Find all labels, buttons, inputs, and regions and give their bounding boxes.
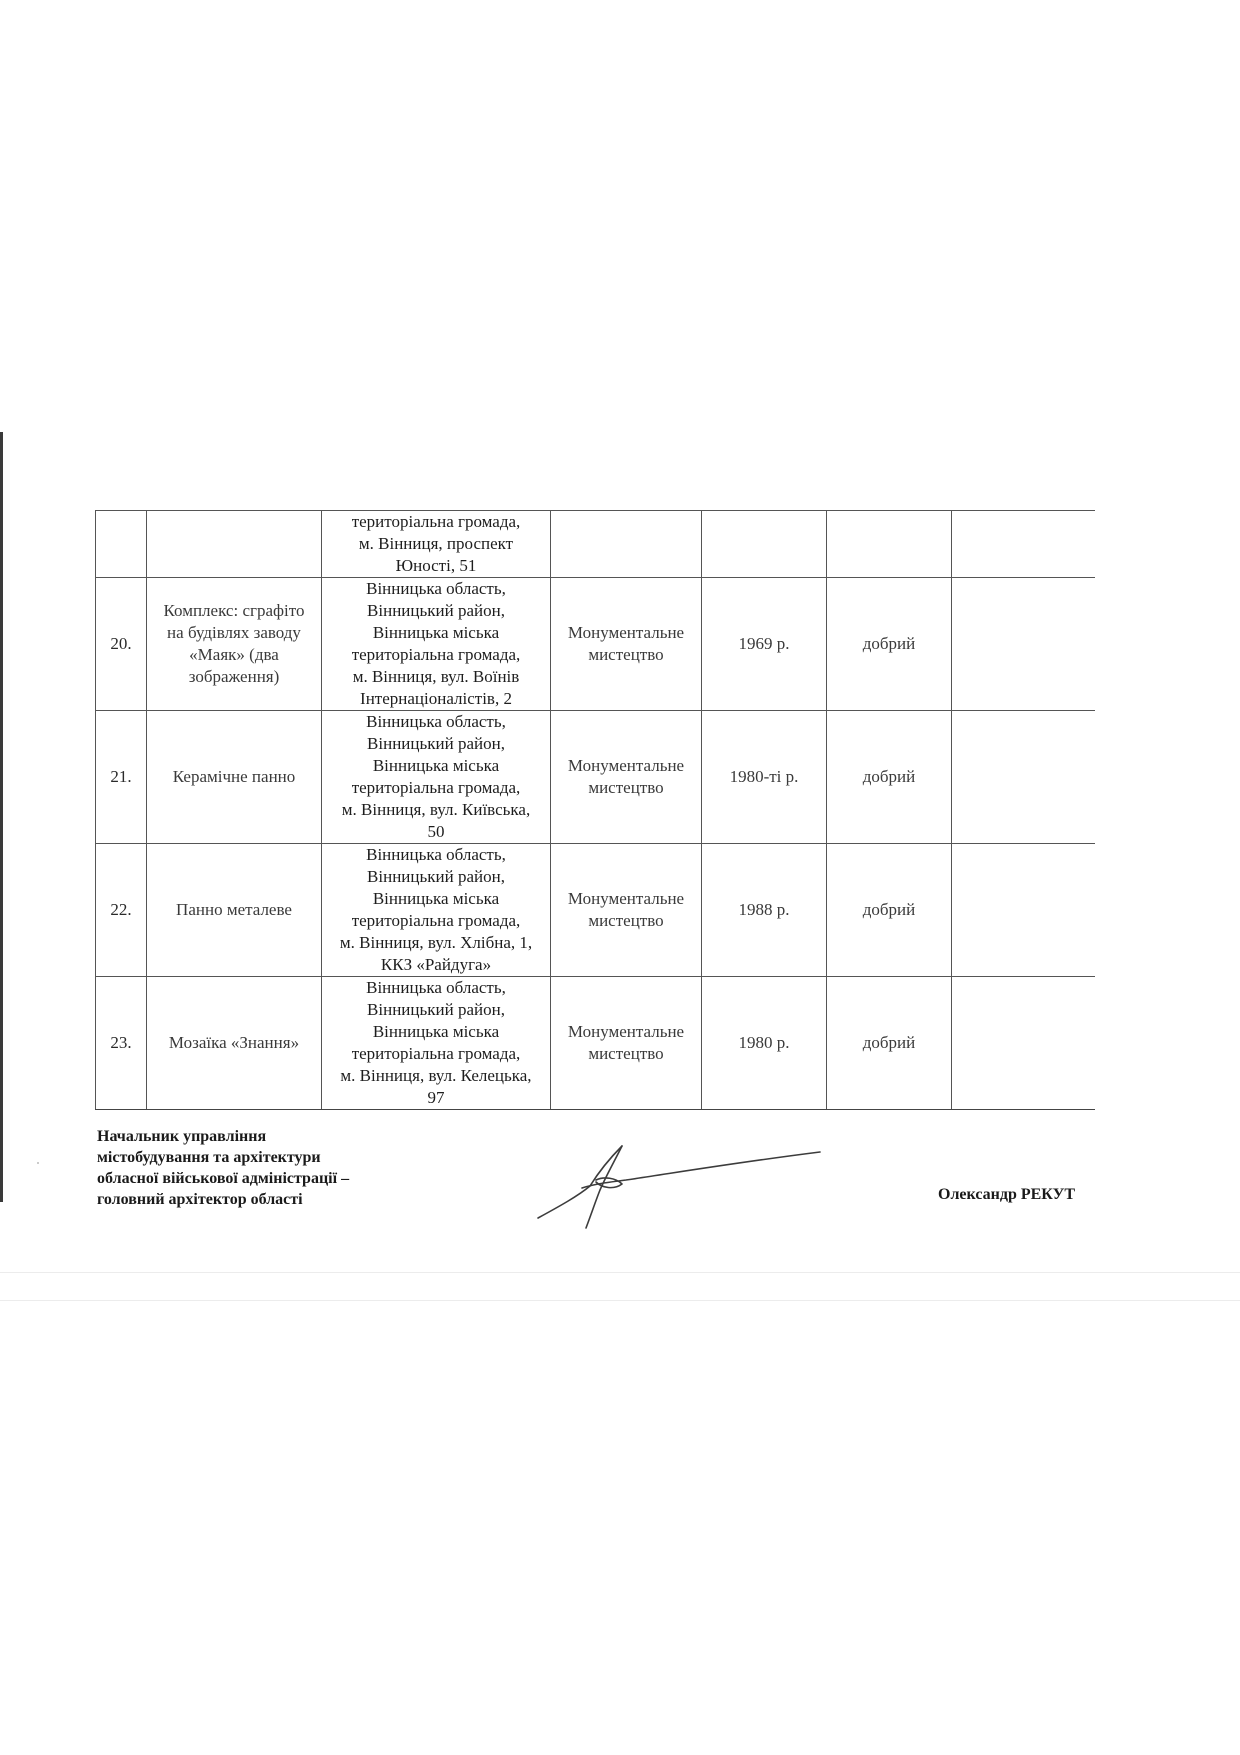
object-address <box>322 844 551 977</box>
object-date <box>702 511 827 578</box>
object-address-text: Вінницька область, Вінницький район, Вінницька міська територіальна громада, м. Вінниця, вул. Хлібна, 1, ККЗ «Райдуга» <box>339 845 533 974</box>
signer-name: Олександр РЕКУТ <box>938 1186 1075 1203</box>
object-type <box>551 711 702 844</box>
table-row <box>96 511 1096 578</box>
table-row <box>96 578 1096 711</box>
object-name-text: Комплекс: сграфіто на будівлях заводу «Маяк» (два зображення) <box>163 601 305 686</box>
object-extra <box>952 578 1096 711</box>
object-type-text: Монументальне мистецтво <box>567 889 685 930</box>
monuments-table-body <box>96 511 1096 1110</box>
object-extra <box>952 977 1096 1110</box>
row-number: 22. <box>96 844 147 977</box>
object-name-text: Мозаїка «Знання» <box>168 1033 300 1052</box>
scan-speck <box>37 1162 39 1164</box>
object-type <box>551 578 702 711</box>
scan-edge <box>0 432 3 1202</box>
row-number <box>96 511 147 578</box>
object-address-text: територіальна громада, м. Вінниця, проспект Юності, 51 <box>351 512 521 575</box>
row-number: 20. <box>96 578 147 711</box>
object-date: 1988 р. <box>702 844 827 977</box>
table-row <box>96 977 1096 1110</box>
object-date: 1980 р. <box>702 977 827 1110</box>
table-row <box>96 711 1096 844</box>
object-name-text: Панно металеве <box>176 900 292 919</box>
row-number: 23. <box>96 977 147 1110</box>
object-type <box>551 511 702 578</box>
table-row <box>96 844 1096 977</box>
object-name <box>147 511 322 578</box>
object-name-text: Керамічне панно <box>172 767 296 786</box>
object-extra <box>952 511 1096 578</box>
row-number: 21. <box>96 711 147 844</box>
object-type <box>551 977 702 1110</box>
object-date: 1969 р. <box>702 578 827 711</box>
object-type-text: Монументальне мистецтво <box>567 623 685 664</box>
monuments-table <box>95 510 1095 1110</box>
object-condition: добрий <box>827 711 952 844</box>
object-address-text: Вінницька область, Вінницький район, Вінницька міська територіальна громада, м. Вінниця, вул. Київська, 50 <box>341 712 531 841</box>
object-condition: добрий <box>827 977 952 1110</box>
scan-line <box>0 1300 1240 1301</box>
object-condition <box>827 511 952 578</box>
object-address-text: Вінницька область, Вінницький район, Вінницька міська територіальна громада, м. Вінниця, вул. Келецька, 97 <box>340 978 532 1107</box>
object-address <box>322 511 551 578</box>
object-address-text: Вінницька область, Вінницький район, Вінницька міська територіальна громада, м. Вінниця, вул. Воїнів Інтернаціоналістів, 2 <box>351 579 521 708</box>
object-condition: добрий <box>827 844 952 977</box>
handwritten-signature <box>530 1140 830 1240</box>
object-address <box>322 711 551 844</box>
object-extra <box>952 844 1096 977</box>
object-name <box>147 711 322 844</box>
object-address <box>322 977 551 1110</box>
object-name <box>147 578 322 711</box>
scan-line <box>0 1272 1240 1273</box>
object-type-text: Монументальне мистецтво <box>567 1022 685 1063</box>
object-address <box>322 578 551 711</box>
object-name <box>147 844 322 977</box>
signatory-position: Начальник управління містобудування та архітектури обласної військової адміністрації – головний архітектор області <box>97 1128 350 1208</box>
object-type-text: Монументальне мистецтво <box>567 756 685 797</box>
object-extra <box>952 711 1096 844</box>
object-condition: добрий <box>827 578 952 711</box>
object-type <box>551 844 702 977</box>
object-name <box>147 977 322 1110</box>
object-date: 1980-ті р. <box>702 711 827 844</box>
